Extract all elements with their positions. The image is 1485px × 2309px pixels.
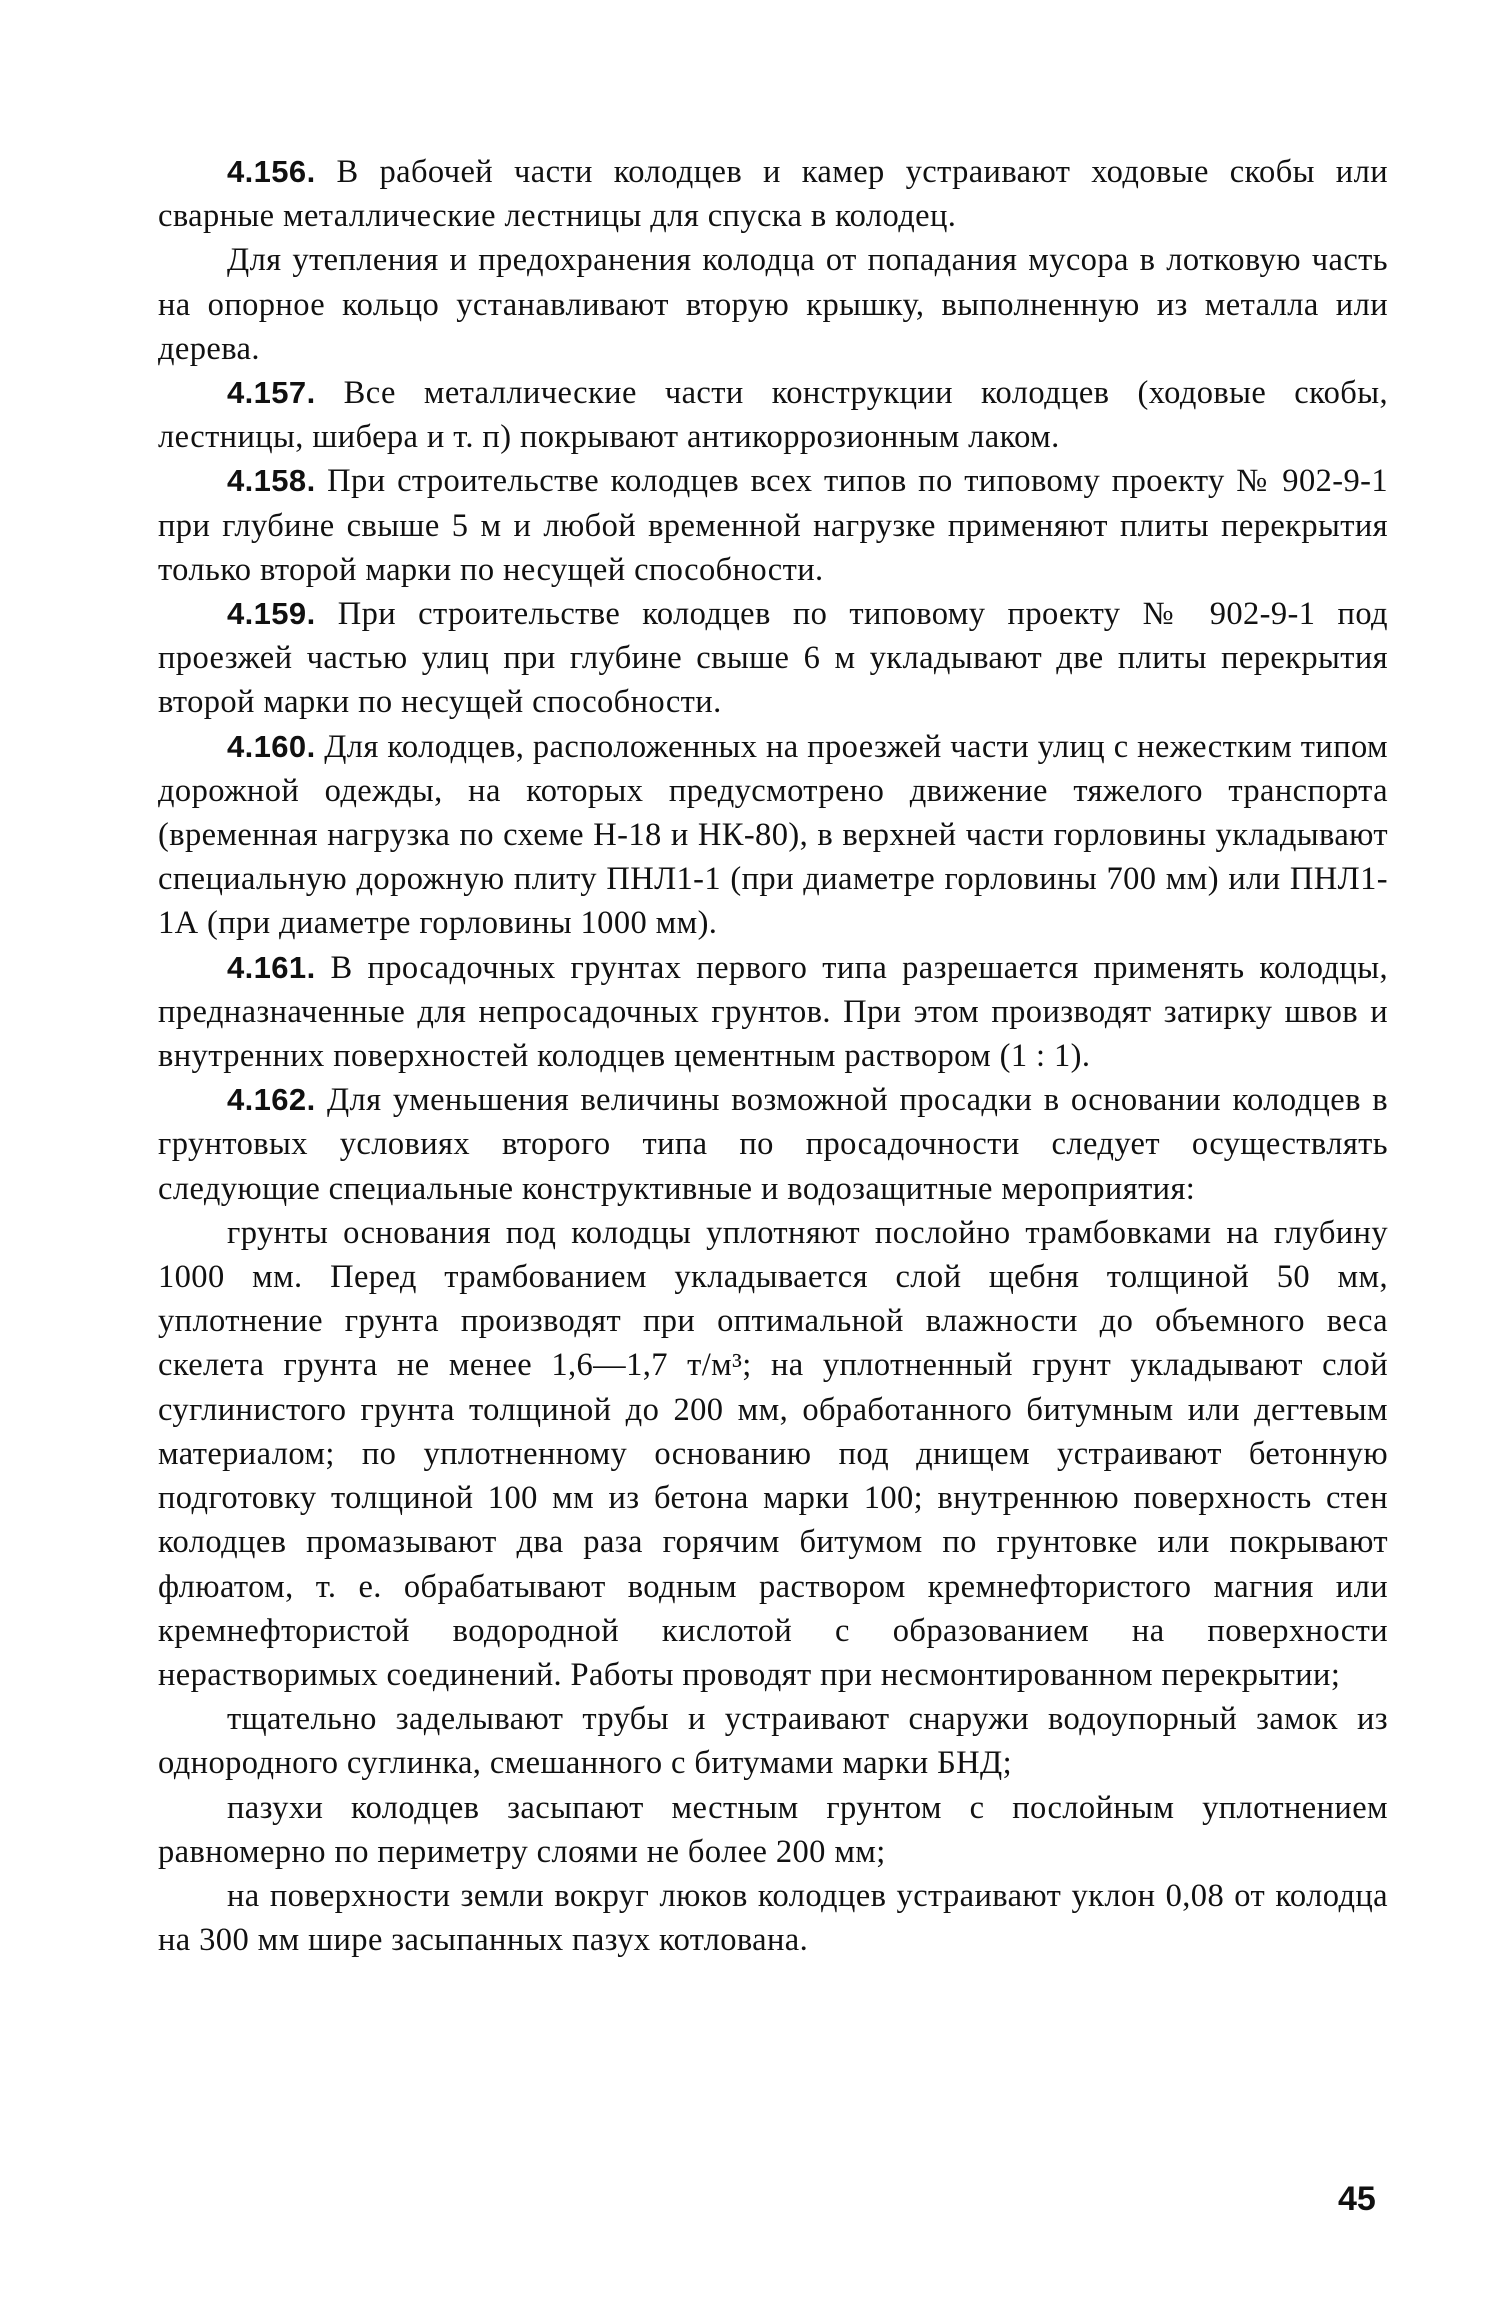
paragraph-text: При строительстве колодцев всех типов по типовому проекту № 902-9-1 при глубине свыше 5 м и любой временной нагрузке применяют плиты перекрытия только второй марки по несущей способности. [158, 463, 1388, 588]
paragraph-text: тщательно заделывают трубы и устраивают снаружи водоупорный замок из однородного суглинка, смешанного с битумами марки БНД; [158, 1701, 1388, 1782]
paragraph-text: При строительстве колодцев по типовому проекту № 902-9-1 под проезжей частью улиц при глубине свыше 6 м укладывают две плиты перекрытия второй марки по несущей способности. [158, 596, 1388, 721]
paragraph-text: В рабочей части колодцев и камер устраивают ходовые скобы или сварные металлические лестницы для спуска в колодец. [158, 154, 1388, 235]
paragraph-4-159 [158, 592, 1388, 725]
paragraph-4-161 [158, 946, 1388, 1079]
paragraph-4-160 [158, 725, 1388, 946]
clause-number: 4.160. [227, 728, 316, 764]
page-number: 45 [1338, 2180, 1376, 2218]
clause-number: 4.156. [227, 154, 316, 189]
clause-number: 4.157. [227, 375, 316, 411]
paragraph-4-157 [158, 371, 1388, 459]
clause-number: 4.162. [227, 1082, 316, 1118]
paragraph-text: пазухи колодцев засыпают местным грунтом с послойным уплотнением равномерно по периметру слоями не более 200 мм; [158, 1789, 1388, 1870]
paragraph-text: Все металлические части конструкции колодцев (ходовые скобы, лестницы, шибера и т. п) покрывают антикоррозионным лаком. [158, 375, 1388, 456]
paragraph-measure-pipes [158, 1697, 1388, 1785]
paragraph-insulation [158, 238, 1388, 371]
paragraph-measure-backfill [158, 1786, 1388, 1874]
paragraph-text: Для утепления и предохранения колодца от попадания мусора в лотковую часть на опорное кольцо устанавливают вторую крышку, выполненную из металла или дерева. [158, 242, 1388, 367]
clause-number: 4.158. [227, 463, 316, 499]
paragraph-text: Для колодцев, расположенных на проезжей части улиц с нежестким типом дорожной одежды, на которых предусмотрено движение тяжелого транспорта (временная нагрузка по схеме Н-18 и НК-80), в верхней части горловины укладывают специальную дорожную плиту ПНЛ1-1 (при диаметре горловины 700 мм) или ПНЛ1-1А (при диаметре горловины 1000 мм). [158, 728, 1388, 942]
paragraph-text: В просадочных грунтах первого типа разрешается применять колодцы, предназначенные для непросадочных грунтов. При этом производят затирку швов и внутренних поверхностей колодцев цементным раствором (1 : 1). [158, 949, 1388, 1075]
clause-number: 4.159. [227, 596, 316, 632]
document-body [158, 150, 1388, 1962]
paragraph-text: грунты основания под колодцы уплотняют послойно трамбовками на глубину 1000 мм. Перед трамбованием укладывается слой щебня толщиной 50 мм, уплотнение грунта производят при оптимальной влажности до объемного веса скелета грунта не менее 1,6—1,7 т/м³; на уплотненный грунт укладывают слой суглинистого грунта толщиной до 200 мм, обработанного битумным или дегтевым материалом; по уплотненному основанию под днищем устраивают бетонную подготовку толщиной 100 мм из бетона марки 100; внутреннюю поверхность стен колодцев промазывают два раза горячим битумом по грунтовке или покрывают флюатом, т. е. обрабатывают водным раствором кремнефтористого магния или кремнефтористой водородной кислотой с образованием на поверхности нерастворимых соединений. Работы проводят при несмонтированном перекрытии; [158, 1214, 1388, 1693]
paragraph-4-156 [158, 150, 1388, 238]
paragraph-4-158 [158, 459, 1388, 592]
paragraph-text: Для уменьшения величины возможной просадки в основании колодцев в грунтовых условиях второго типа по просадочности следует осуществлять следующие специальные конструктивные и водозащитные мероприятия: [158, 1082, 1388, 1207]
paragraph-measure-slope [158, 1874, 1388, 1962]
paragraph-text: на поверхности земли вокруг люков колодцев устраивают уклон 0,08 от колодца на 300 мм шире засыпанных пазух котлована. [158, 1877, 1388, 1959]
paragraph-measure-compaction [158, 1211, 1388, 1697]
paragraph-4-162 [158, 1078, 1388, 1211]
clause-number: 4.161. [227, 949, 316, 985]
